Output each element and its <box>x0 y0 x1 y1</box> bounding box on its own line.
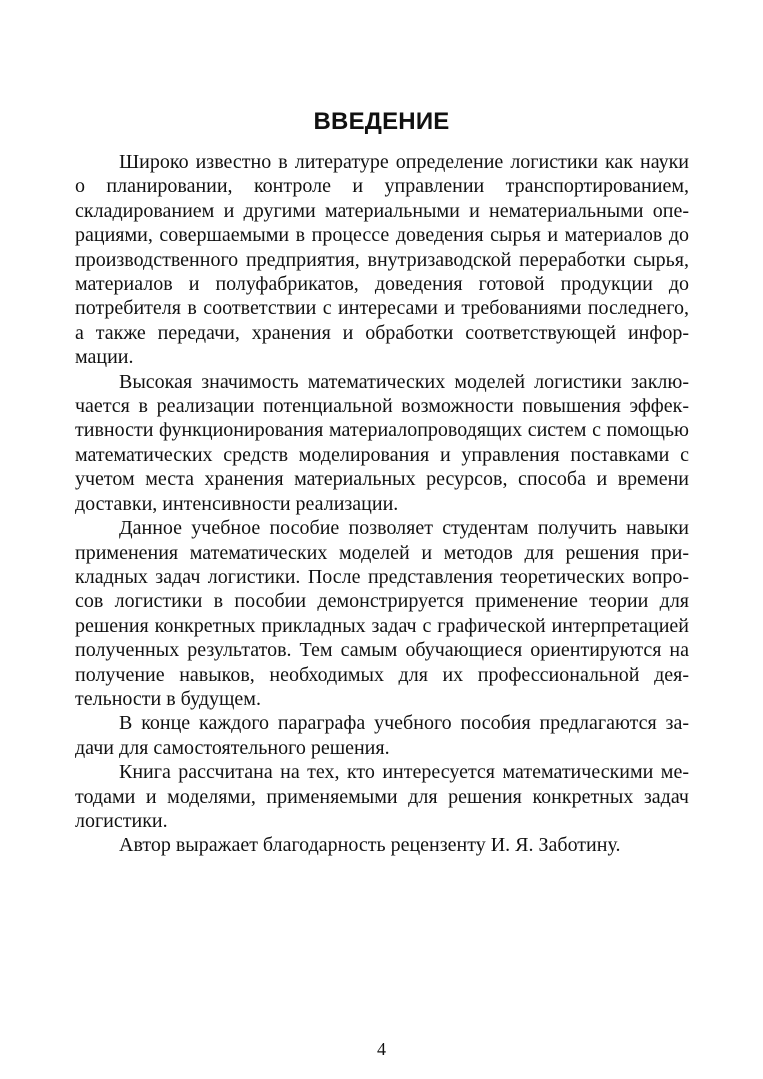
paragraph-textbook-purpose: Данное учебное пособие позволяет студентам получить навыки применения математических моделей и методов для решения прикладных задач логистики. После представления теоретических вопросов логистики в пособии демонстрируется применение теории для решения конкретных прикладных задач с графической интерпретацией полученных результатов. Тем самым обучающиеся ориентируются на получение навыков, необходимых для их профессиональной деятельности в будущем. <box>75 517 689 710</box>
paragraph-logistics-definition: Широко известно в литературе определение логистики как науки о планировании, контроле и управлении транспортированием, складированием и другими материальными и нематериальными операциями, совершаемыми в процессе доведения сырья и материалов до производственного предприятия, внутризаводской переработки сырья, материалов и полуфабрикатов, доведения готовой продукции до потребителя в соответствии с интересами и требованиями последнего, а также передачи, хранения и обработки соответствующей информации. <box>75 151 689 369</box>
paragraph-model-significance: Высокая значимость математических моделей логистики заключается в реализации потенциальной возможности повышения эффективности функционирования материалопроводящих систем с помощью математических средств моделирования и управления поставками с учетом места хранения материальных ресурсов, способа и времени доставки, интенсивности реализации. <box>75 370 689 515</box>
paragraph-acknowledgement: Автор выражает благодарность рецензенту И. Я. Заботину. <box>119 834 621 857</box>
paragraph-audience: Книга рассчитана на тех, кто интересуется математическими методами и моделями, применяемыми для решения конкретных задач логистики. <box>75 761 689 832</box>
page-number: 4 <box>377 1039 386 1059</box>
page-title: ВВЕДЕНИЕ <box>313 108 450 135</box>
body-text <box>75 150 689 858</box>
paragraph-exercises: В конце каждого параграфа учебного пособия предлагаются задачи для самостоятельного решения. <box>75 712 689 759</box>
